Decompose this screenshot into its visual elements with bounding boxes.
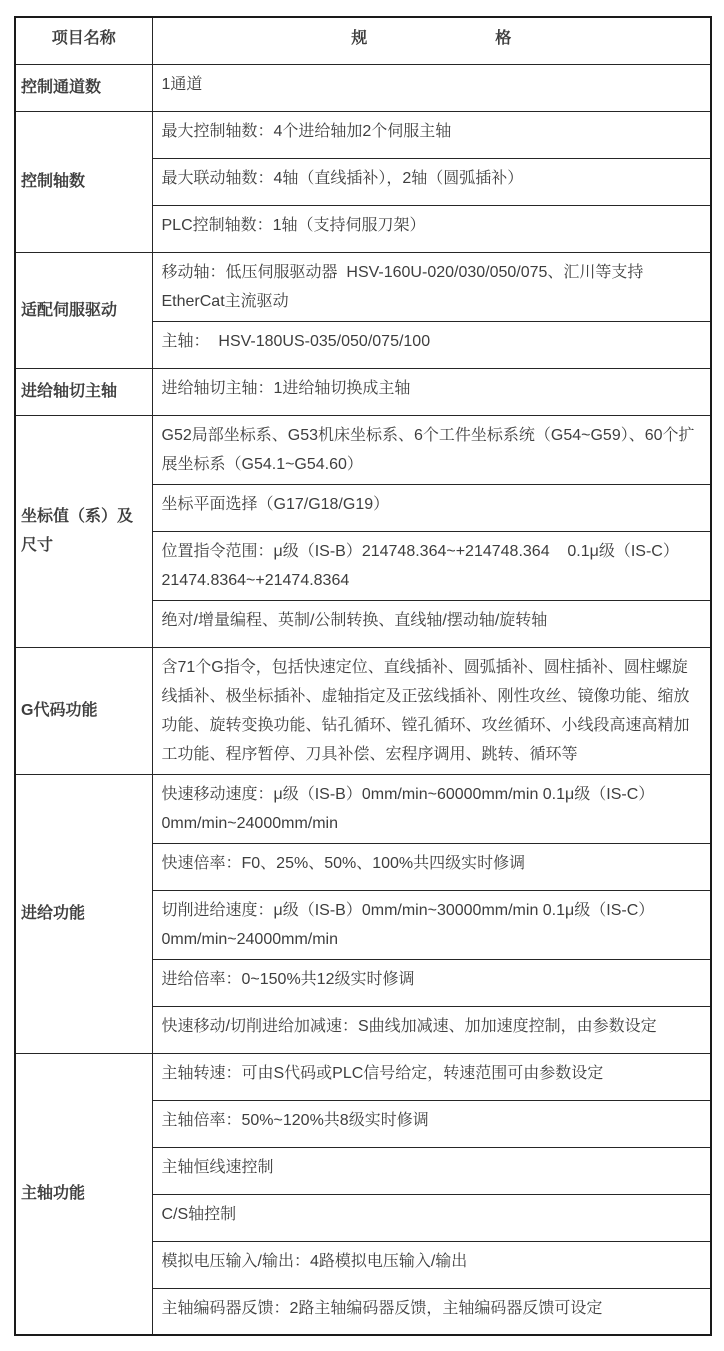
spec-cell: 位置指令范围：μ级（IS-B）214748.364~+214748.364 0.1μ级（IS-C）21474.8364~+21474.8364 <box>152 531 711 600</box>
table-header-row <box>15 17 711 64</box>
spec-cell: PLC控制轴数：1轴（支持伺服刀架） <box>152 205 711 252</box>
section-label-feed-functions: 进给功能 <box>15 774 152 1053</box>
spec-cell: 主轴： HSV-180US-035/050/075/100 <box>152 321 711 368</box>
spec-cell: 进给倍率：0~150%共12级实时修调 <box>152 959 711 1006</box>
section-label-spindle-functions: 主轴功能 <box>15 1053 152 1335</box>
specification-table <box>14 16 712 1336</box>
table-row <box>15 111 711 158</box>
spec-cell: 切削进给速度：μ级（IS-B）0mm/min~30000mm/min 0.1μ级（IS-C） 0mm/min~24000mm/min <box>152 890 711 959</box>
spec-cell: 主轴编码器反馈：2路主轴编码器反馈，主轴编码器反馈可设定 <box>152 1288 711 1335</box>
section-label-coordinates: 坐标值（系）及尺寸 <box>15 415 152 647</box>
header-item-name: 项目名称 <box>15 17 152 64</box>
spec-cell: 绝对/增量编程、英制/公制转换、直线轴/摆动轴/旋转轴 <box>152 600 711 647</box>
spec-cell: 快速移动速度：μ级（IS-B）0mm/min~60000mm/min 0.1μ级（IS-C） 0mm/min~24000mm/min <box>152 774 711 843</box>
table-row <box>15 774 711 843</box>
spec-cell: G52局部坐标系、G53机床坐标系、6个工件坐标系统（G54~G59）、60个扩展坐标系（G54.1~G54.60） <box>152 415 711 484</box>
section-label-gcode-functions: G代码功能 <box>15 647 152 774</box>
section-label-servo-drive: 适配伺服驱动 <box>15 252 152 368</box>
spec-cell: 移动轴：低压伺服驱动器 HSV-160U-020/030/050/075、汇川等支持EtherCat主流驱动 <box>152 252 711 321</box>
table-row <box>15 368 711 415</box>
spec-cell: 快速移动/切削进给加减速：S曲线加减速、加加速度控制，由参数设定 <box>152 1006 711 1053</box>
table-row <box>15 1053 711 1100</box>
spec-cell: 1通道 <box>152 64 711 111</box>
section-label-control-axes: 控制轴数 <box>15 111 152 252</box>
table-row <box>15 647 711 774</box>
spec-cell: 模拟电压输入/输出：4路模拟电压输入/输出 <box>152 1241 711 1288</box>
table-row <box>15 64 711 111</box>
spec-cell: 最大联动轴数：4轴（直线插补），2轴（圆弧插补） <box>152 158 711 205</box>
spec-cell: 最大控制轴数：4个进给轴加2个伺服主轴 <box>152 111 711 158</box>
header-specification: 规 格 <box>152 17 711 64</box>
spec-cell: 快速倍率：F0、25%、50%、100%共四级实时修调 <box>152 843 711 890</box>
section-label-control-channels: 控制通道数 <box>15 64 152 111</box>
spec-cell: 主轴恒线速控制 <box>152 1147 711 1194</box>
spec-cell: 进给轴切主轴：1进给轴切换成主轴 <box>152 368 711 415</box>
spec-cell: 含71个G指令，包括快速定位、直线插补、圆弧插补、圆柱插补、圆柱螺旋线插补、极坐标插补、虚轴指定及正弦线插补、刚性攻丝、镜像功能、缩放功能、旋转变换功能、钻孔循环、镗孔循环、攻丝循环、小线段高速高精加工功能、程序暂停、刀具补偿、宏程序调用、跳转、循环等 <box>152 647 711 774</box>
table-row <box>15 415 711 484</box>
table-row <box>15 252 711 321</box>
spec-cell: 主轴倍率：50%~120%共8级实时修调 <box>152 1100 711 1147</box>
section-label-feed-axis-to-spindle: 进给轴切主轴 <box>15 368 152 415</box>
spec-cell: 主轴转速：可由S代码或PLC信号给定，转速范围可由参数设定 <box>152 1053 711 1100</box>
spec-cell: 坐标平面选择（G17/G18/G19） <box>152 484 711 531</box>
spec-cell: C/S轴控制 <box>152 1194 711 1241</box>
